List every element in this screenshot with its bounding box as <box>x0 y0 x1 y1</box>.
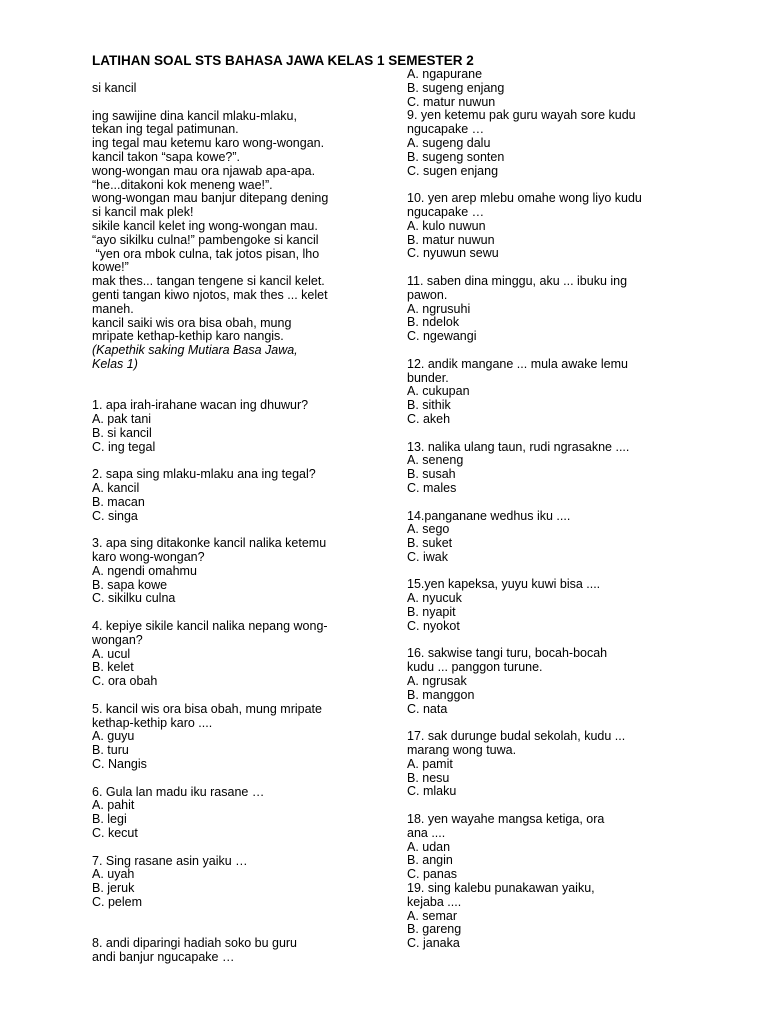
answer-option: A. semar <box>407 908 458 923</box>
answer-option: A. ucul <box>92 646 131 661</box>
question-block <box>92 399 392 454</box>
question-text: 17. sak durunge budal sekolah, kudu ... <box>407 729 626 744</box>
story-line: kancil saiki wis ora bisa obah, mung <box>92 315 292 330</box>
question-block <box>407 275 697 344</box>
answer-option: C. ora obah <box>92 674 158 689</box>
story-line: ing tegal mau ketemu karo wong-wongan. <box>92 136 325 151</box>
question-block <box>407 578 697 633</box>
answer-option: C. ngewangi <box>407 329 477 344</box>
question-text: 5. kancil wis ora bisa obah, mung mripate <box>92 701 322 716</box>
question-text: 8. andi diparingi hadiah soko bu guru <box>92 936 298 951</box>
answer-option: C. kecut <box>92 826 138 841</box>
answer-option: B. manggon <box>407 687 475 702</box>
answer-option: C. nyokot <box>407 618 460 633</box>
question-block <box>407 358 697 427</box>
question-block <box>92 937 392 965</box>
answer-option: B. nyapit <box>407 605 456 620</box>
question-text: 15.yen kapeksa, yuyu kuwi bisa .... <box>407 577 601 592</box>
question-text: 3. apa sing ditakonke kancil nalika ketemu <box>92 536 327 551</box>
question-text: kudu ... panggon turune. <box>407 660 543 675</box>
story-line: mak thes... tangan tengene si kancil kelet. <box>92 274 325 289</box>
question-block <box>92 703 392 772</box>
answer-option: A. sego <box>407 522 450 537</box>
answer-option: B. sapa kowe <box>92 577 168 592</box>
question-block <box>92 537 392 606</box>
answer-option: C. sugen enjang <box>407 163 499 178</box>
answer-option: A. kancil <box>92 481 140 496</box>
question-block <box>407 813 697 882</box>
question-block <box>407 510 697 565</box>
answer-option: C. akeh <box>407 411 451 426</box>
story-line: “he...ditakoni kok meneng wae!”. <box>92 177 273 192</box>
answer-option: C. matur nuwun <box>407 94 496 109</box>
answer-option: B. legi <box>92 812 127 827</box>
left-question-list <box>92 399 392 965</box>
answer-option: A. nyucuk <box>407 591 462 606</box>
question-block <box>407 647 697 716</box>
answer-option: C. males <box>407 480 457 495</box>
question-text: kethap-kethip karo .... <box>92 715 213 730</box>
question-block <box>407 730 697 799</box>
answer-option: A. cukupan <box>407 384 470 399</box>
question-block <box>407 109 697 178</box>
answer-option: B. si kancil <box>92 425 152 440</box>
answer-option: C. pelem <box>92 895 143 910</box>
story-line: sikile kancil kelet ing wong-wongan mau. <box>92 218 318 233</box>
question-block <box>92 855 392 910</box>
question-text: 6. Gula lan madu iku rasane … <box>92 784 265 799</box>
question-text: 19. sing kalebu punakawan yaiku, <box>407 881 595 896</box>
answer-option: B. susah <box>407 467 456 482</box>
story-heading: si kancil <box>92 81 137 95</box>
answer-option: B. nesu <box>407 770 450 785</box>
story-text <box>92 110 392 372</box>
answer-option: A. pamit <box>407 756 453 771</box>
question-8-options <box>407 68 697 109</box>
question-text: 1. apa irah-irahane wacan ing dhuwur? <box>92 398 309 413</box>
answer-option: A. guyu <box>92 729 135 744</box>
answer-option: C. ing tegal <box>92 439 156 454</box>
answer-option: A. kulo nuwun <box>407 218 486 233</box>
question-text: bunder. <box>407 370 449 385</box>
answer-option: C. nata <box>407 701 448 716</box>
story-line: kowe!” <box>92 260 129 275</box>
question-text: 4. kepiye sikile kancil nalika nepang wong- <box>92 619 328 634</box>
answer-option: C. janaka <box>407 936 460 951</box>
answer-option: C. nyuwun sewu <box>407 246 499 261</box>
question-text: ana .... <box>407 825 446 840</box>
story-line: wong-wongan mau banjur ditepang dening <box>92 191 329 206</box>
answer-option: B. sithik <box>407 398 451 413</box>
question-text: pawon. <box>407 287 448 302</box>
answer-option: C. iwak <box>407 549 448 564</box>
answer-option: A. ngrusuhi <box>407 301 471 316</box>
question-block <box>407 192 697 261</box>
answer-option: B. sugeng sonten <box>407 149 505 164</box>
answer-option: A. ngapurane <box>407 67 483 81</box>
answer-option: B. angin <box>407 853 453 868</box>
story-line: si kancil mak plek! <box>92 205 194 220</box>
answer-option: B. suket <box>407 536 453 551</box>
question-text: 18. yen wayahe mangsa ketiga, ora <box>407 812 605 827</box>
question-block <box>407 441 697 496</box>
question-text: 2. sapa sing mlaku-mlaku ana ing tegal? <box>92 467 316 482</box>
answer-option: A. ngrusak <box>407 674 467 689</box>
left-column <box>92 82 392 965</box>
question-text: kejaba .... <box>407 894 462 909</box>
story-line: kancil takon “sapa kowe?”. <box>92 149 240 164</box>
answer-option: B. gareng <box>407 922 462 937</box>
answer-option: B. sugeng enjang <box>407 80 505 95</box>
story-line: maneh. <box>92 301 134 316</box>
story-line: genti tangan kiwo njotos, mak thes ... kelet <box>92 287 328 302</box>
question-text: andi banjur ngucapake … <box>92 950 235 965</box>
question-text: 13. nalika ulang taun, rudi ngrasakne .... <box>407 439 630 454</box>
question-block <box>407 882 697 951</box>
answer-option: B. matur nuwun <box>407 232 495 247</box>
question-text: 16. sakwise tangi turu, bocah-bocah <box>407 646 608 661</box>
answer-option: A. udan <box>407 839 451 854</box>
answer-option: B. macan <box>92 494 145 509</box>
question-text: marang wong tuwa. <box>407 743 517 758</box>
answer-option: B. kelet <box>92 660 134 675</box>
answer-option: A. pahit <box>92 798 135 813</box>
worksheet-title: LATIHAN SOAL STS BAHASA JAWA KELAS 1 SEMESTER 2 <box>92 53 474 68</box>
question-block <box>92 468 392 523</box>
story-line: “ayo sikilku culna!” pambengoke si kancil <box>92 232 319 247</box>
question-text: ngucapake … <box>407 204 485 219</box>
answer-option: C. singa <box>92 508 138 523</box>
right-question-list <box>407 109 697 951</box>
answer-option: C. mlaku <box>407 784 457 799</box>
question-block <box>92 620 392 689</box>
question-text: 11. saben dina minggu, aku ... ibuku ing <box>407 273 628 288</box>
question-text: karo wong-wongan? <box>92 550 205 565</box>
story-source: (Kapethik saking Mutiara Basa Jawa, <box>92 343 298 358</box>
answer-option: A. uyah <box>92 867 135 882</box>
answer-option: B. ndelok <box>407 315 460 330</box>
question-text: wongan? <box>92 632 143 647</box>
answer-option: A. ngendi omahmu <box>92 563 197 578</box>
answer-option: C. panas <box>407 867 458 882</box>
question-block <box>92 786 392 841</box>
story-source: Kelas 1) <box>92 356 138 371</box>
question-text: 14.panganane wedhus iku .... <box>407 508 571 523</box>
answer-option: A. sugeng dalu <box>407 135 491 150</box>
story-line: tekan ing tegal patimunan. <box>92 122 239 137</box>
answer-option: C. sikilku culna <box>92 591 176 606</box>
answer-option: B. turu <box>92 743 129 758</box>
question-text: 12. andik mangane ... mula awake lemu <box>407 356 628 371</box>
question-text: 9. yen ketemu pak guru wayah sore kudu <box>407 108 636 123</box>
question-text: 10. yen arep mlebu omahe wong liyo kudu <box>407 191 642 206</box>
question-text: 7. Sing rasane asin yaiku … <box>92 853 248 868</box>
answer-option: A. seneng <box>407 453 464 468</box>
right-column <box>407 68 697 951</box>
story-line: wong-wongan mau ora njawab apa-apa. <box>92 163 316 178</box>
answer-option: C. Nangis <box>92 757 147 772</box>
story-line: “yen ora mbok culna, tak jotos pisan, lho <box>92 246 320 261</box>
answer-option: A. pak tani <box>92 412 152 427</box>
answer-option: B. jeruk <box>92 881 135 896</box>
question-text: ngucapake … <box>407 122 485 137</box>
story-line: mripate kethap-kethip karo nangis. <box>92 329 284 344</box>
story-line: ing sawijine dina kancil mlaku-mlaku, <box>92 108 297 123</box>
